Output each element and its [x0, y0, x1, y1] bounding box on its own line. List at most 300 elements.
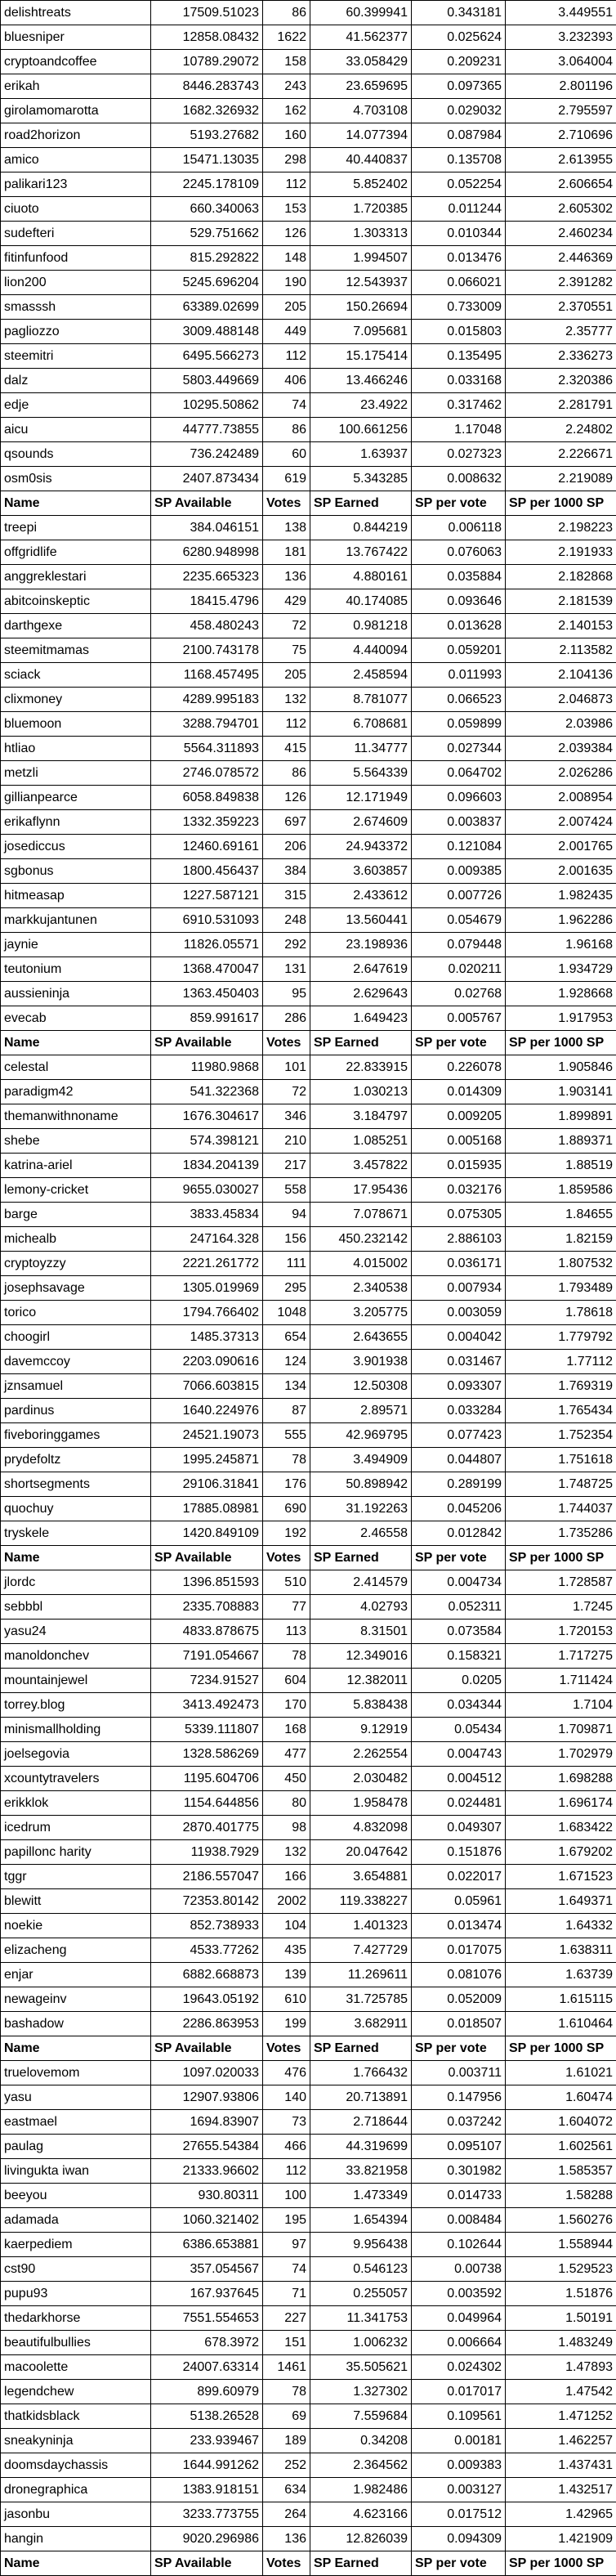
header-sp-per-vote: SP per vote — [412, 491, 506, 516]
name-cell: erikaflynn — [1, 810, 151, 835]
sp-per-vote-cell: 0.003837 — [412, 810, 506, 835]
table-row — [1, 246, 616, 271]
votes-cell: 295 — [263, 1276, 310, 1301]
sp-per-vote-cell: 0.013628 — [412, 614, 506, 638]
name-cell: delishtreats — [1, 1, 151, 25]
sp-per-1000-cell: 1.585357 — [506, 2159, 616, 2184]
sp-earned-cell: 22.833915 — [310, 1055, 412, 1080]
sp-per-1000-cell: 2.605302 — [506, 197, 616, 222]
sp-per-vote-cell: 0.081076 — [412, 1963, 506, 1987]
name-cell: paradigm42 — [1, 1080, 151, 1104]
sp-per-1000-cell: 1.752354 — [506, 1423, 616, 1448]
sp-per-vote-cell: 0.013474 — [412, 1914, 506, 1938]
table-body — [1, 1, 616, 2576]
votes-cell: 298 — [263, 148, 310, 172]
sp-available-cell: 2100.743178 — [151, 638, 263, 663]
sp-earned-cell: 3.901938 — [310, 1350, 412, 1374]
sp-earned-cell: 12.171949 — [310, 786, 412, 810]
sp-per-1000-cell: 2.460234 — [506, 222, 616, 246]
sp-available-cell: 458.480243 — [151, 614, 263, 638]
table-row — [1, 2257, 616, 2282]
sp-available-cell: 5339.111807 — [151, 1718, 263, 1742]
votes-cell: 2002 — [263, 1889, 310, 1914]
sp-available-cell: 1368.470047 — [151, 957, 263, 982]
sp-per-1000-cell: 1.711424 — [506, 1669, 616, 1693]
sp-per-1000-cell: 1.702979 — [506, 1742, 616, 1767]
table-row — [1, 2233, 616, 2257]
votes-cell: 94 — [263, 1203, 310, 1227]
sp-per-vote-cell: 0.034344 — [412, 1693, 506, 1718]
table-row — [1, 1350, 616, 1374]
name-cell: bluesniper — [1, 25, 151, 50]
sp-available-cell: 5193.27682 — [151, 123, 263, 148]
table-row — [1, 2135, 616, 2159]
votes-cell: 634 — [263, 2478, 310, 2502]
sp-earned-cell: 23.659695 — [310, 74, 412, 99]
sp-per-vote-cell: 0.093646 — [412, 589, 506, 614]
sp-per-vote-cell: 0.008484 — [412, 2208, 506, 2233]
table-row — [1, 2453, 616, 2478]
table-row — [1, 663, 616, 688]
sp-available-cell: 1420.849109 — [151, 1521, 263, 1546]
sp-earned-cell: 0.546123 — [310, 2257, 412, 2282]
sp-per-1000-cell: 1.84655 — [506, 1203, 616, 1227]
sp-per-1000-cell: 1.751618 — [506, 1448, 616, 1472]
sp-per-1000-cell: 2.446369 — [506, 246, 616, 271]
votes-cell: 153 — [263, 197, 310, 222]
sp-earned-cell: 150.26694 — [310, 295, 412, 320]
sp-per-vote-cell: 0.0205 — [412, 1669, 506, 1693]
votes-cell: 604 — [263, 1669, 310, 1693]
name-cell: fiveboringgames — [1, 1423, 151, 1448]
sp-available-cell: 1383.918151 — [151, 2478, 263, 2502]
name-cell: metzli — [1, 761, 151, 786]
votes-cell: 134 — [263, 1374, 310, 1399]
table-row — [1, 2208, 616, 2233]
table-row — [1, 2429, 616, 2453]
name-cell: blewitt — [1, 1889, 151, 1914]
sp-per-vote-cell: 0.02768 — [412, 982, 506, 1006]
sp-earned-cell: 4.703108 — [310, 99, 412, 123]
table-row — [1, 737, 616, 761]
name-cell: katrina-ariel — [1, 1154, 151, 1178]
sp-available-cell: 3413.492473 — [151, 1693, 263, 1718]
name-cell: dronegraphica — [1, 2478, 151, 2502]
votes-cell: 252 — [263, 2453, 310, 2478]
table-row — [1, 835, 616, 859]
name-cell: steemitmamas — [1, 638, 151, 663]
name-cell: pupu93 — [1, 2282, 151, 2306]
table-row — [1, 148, 616, 172]
sp-available-cell: 1060.321402 — [151, 2208, 263, 2233]
name-cell: themanwithnoname — [1, 1104, 151, 1129]
sp-earned-cell: 2.458594 — [310, 663, 412, 688]
sp-per-vote-cell: 0.005767 — [412, 1006, 506, 1031]
sp-earned-cell: 7.095681 — [310, 320, 412, 344]
sp-earned-cell: 31.725785 — [310, 1987, 412, 2012]
sp-per-vote-cell: 0.052254 — [412, 172, 506, 197]
sp-per-1000-cell: 3.232393 — [506, 25, 616, 50]
sp-available-cell: 11980.9868 — [151, 1055, 263, 1080]
table-row — [1, 1104, 616, 1129]
sp-per-1000-cell: 2.182868 — [506, 565, 616, 589]
sp-per-1000-cell: 2.281791 — [506, 393, 616, 418]
name-cell: cst90 — [1, 2257, 151, 2282]
table-row — [1, 1521, 616, 1546]
sp-earned-cell: 2.718644 — [310, 2110, 412, 2135]
name-cell: amico — [1, 148, 151, 172]
sp-earned-cell: 100.661256 — [310, 418, 412, 442]
sp-per-vote-cell: 0.036171 — [412, 1252, 506, 1276]
sp-per-vote-cell: 0.135708 — [412, 148, 506, 172]
sp-per-1000-cell: 1.604072 — [506, 2110, 616, 2135]
sp-available-cell: 3233.773755 — [151, 2502, 263, 2527]
header-sp-available: SP Available — [151, 2551, 263, 2576]
sp-earned-cell: 8.781077 — [310, 688, 412, 712]
votes-cell: 158 — [263, 50, 310, 74]
sp-per-1000-cell: 1.50191 — [506, 2306, 616, 2331]
sp-per-1000-cell: 2.181539 — [506, 589, 616, 614]
sp-available-cell: 574.398121 — [151, 1129, 263, 1154]
votes-cell: 112 — [263, 2159, 310, 2184]
sp-available-cell: 12907.93806 — [151, 2085, 263, 2110]
sp-per-1000-cell: 2.113582 — [506, 638, 616, 663]
sp-available-cell: 1995.245871 — [151, 1448, 263, 1472]
sp-available-cell: 17509.51023 — [151, 1, 263, 25]
sp-earned-cell: 119.338227 — [310, 1889, 412, 1914]
sp-per-1000-cell: 3.449551 — [506, 1, 616, 25]
name-cell: road2horizon — [1, 123, 151, 148]
sp-per-1000-cell: 1.483249 — [506, 2331, 616, 2355]
votes-cell: 160 — [263, 123, 310, 148]
sp-earned-cell: 1.994507 — [310, 246, 412, 271]
sp-per-1000-cell: 2.795597 — [506, 99, 616, 123]
sp-per-1000-cell: 1.917953 — [506, 1006, 616, 1031]
sp-per-vote-cell: 0.059899 — [412, 712, 506, 737]
sp-available-cell: 1195.604706 — [151, 1767, 263, 1791]
sp-per-vote-cell: 0.018507 — [412, 2012, 506, 2036]
name-cell: pardinus — [1, 1399, 151, 1423]
votes-cell: 95 — [263, 982, 310, 1006]
header-sp-available: SP Available — [151, 1546, 263, 1570]
sp-earned-cell: 2.414579 — [310, 1570, 412, 1595]
votes-cell: 166 — [263, 1865, 310, 1889]
name-cell: barge — [1, 1203, 151, 1227]
votes-cell: 619 — [263, 467, 310, 491]
sp-available-cell: 2245.178109 — [151, 172, 263, 197]
sp-earned-cell: 2.89571 — [310, 1399, 412, 1423]
sp-per-1000-cell: 1.793489 — [506, 1276, 616, 1301]
table-row — [1, 1497, 616, 1521]
sp-earned-cell: 17.95436 — [310, 1178, 412, 1203]
sp-available-cell: 8446.283743 — [151, 74, 263, 99]
sp-per-vote-cell: 0.226078 — [412, 1055, 506, 1080]
sp-earned-cell: 3.494909 — [310, 1448, 412, 1472]
votes-cell: 315 — [263, 884, 310, 908]
sp-per-vote-cell: 0.008632 — [412, 467, 506, 491]
name-cell: sneakyninja — [1, 2429, 151, 2453]
header-sp-per-1000: SP per 1000 SP — [506, 2551, 616, 2576]
sp-earned-cell: 4.623166 — [310, 2502, 412, 2527]
sp-earned-cell: 1.63937 — [310, 442, 412, 467]
sp-earned-cell: 2.364562 — [310, 2453, 412, 2478]
table-row — [1, 712, 616, 737]
name-cell: doomsdaychassis — [1, 2453, 151, 2478]
sp-earned-cell: 20.713891 — [310, 2085, 412, 2110]
sp-earned-cell: 1.401323 — [310, 1914, 412, 1938]
table-row — [1, 1252, 616, 1276]
name-cell: osm0sis — [1, 467, 151, 491]
sp-earned-cell: 1.303313 — [310, 222, 412, 246]
sp-available-cell: 1227.587121 — [151, 884, 263, 908]
sp-per-1000-cell: 2.710696 — [506, 123, 616, 148]
votes-cell: 77 — [263, 1595, 310, 1620]
sp-per-vote-cell: 0.094309 — [412, 2527, 506, 2551]
sp-earned-cell: 4.02793 — [310, 1595, 412, 1620]
sp-per-1000-cell: 1.64332 — [506, 1914, 616, 1938]
votes-cell: 292 — [263, 933, 310, 957]
name-cell: noekie — [1, 1914, 151, 1938]
votes-cell: 176 — [263, 1472, 310, 1497]
sp-earned-cell: 450.232142 — [310, 1227, 412, 1252]
votes-cell: 429 — [263, 589, 310, 614]
sp-per-vote-cell: 0.066523 — [412, 688, 506, 712]
sp-per-vote-cell: 0.158321 — [412, 1644, 506, 1669]
votes-cell: 139 — [263, 1963, 310, 1987]
table-row — [1, 761, 616, 786]
sp-available-cell: 1154.644856 — [151, 1791, 263, 1816]
sp-per-vote-cell: 0.733009 — [412, 295, 506, 320]
name-cell: xcountytravelers — [1, 1767, 151, 1791]
sp-available-cell: 11938.7929 — [151, 1840, 263, 1865]
sp-earned-cell: 2.46558 — [310, 1521, 412, 1546]
table-row — [1, 1620, 616, 1644]
votes-cell: 1622 — [263, 25, 310, 50]
table-row — [1, 393, 616, 418]
sp-per-vote-cell: 0.009383 — [412, 2453, 506, 2478]
sp-earned-cell: 2.030482 — [310, 1767, 412, 1791]
name-cell: kaerpediem — [1, 2233, 151, 2257]
header-sp-per-1000: SP per 1000 SP — [506, 1546, 616, 1570]
sp-available-cell: 4533.77262 — [151, 1938, 263, 1963]
sp-available-cell: 529.751662 — [151, 222, 263, 246]
sp-available-cell: 63389.02699 — [151, 295, 263, 320]
table-row — [1, 271, 616, 295]
table-row — [1, 1472, 616, 1497]
sp-per-1000-cell: 1.744037 — [506, 1497, 616, 1521]
sp-earned-cell: 13.466246 — [310, 369, 412, 393]
sp-per-vote-cell: 0.075305 — [412, 1203, 506, 1227]
sp-available-cell: 736.242489 — [151, 442, 263, 467]
votes-cell: 189 — [263, 2429, 310, 2453]
sp-per-1000-cell: 2.001765 — [506, 835, 616, 859]
sp-per-vote-cell: 0.054679 — [412, 908, 506, 933]
table-row — [1, 1203, 616, 1227]
name-cell: aicu — [1, 418, 151, 442]
votes-cell: 181 — [263, 540, 310, 565]
sp-available-cell: 1396.851593 — [151, 1570, 263, 1595]
sp-per-vote-cell: 0.004743 — [412, 1742, 506, 1767]
header-sp-earned: SP Earned — [310, 491, 412, 516]
sp-per-1000-cell: 1.432517 — [506, 2478, 616, 2502]
name-cell: joelsegovia — [1, 1742, 151, 1767]
sp-per-vote-cell: 0.027344 — [412, 737, 506, 761]
table-row — [1, 2502, 616, 2527]
sp-earned-cell: 1.766432 — [310, 2061, 412, 2085]
table-row — [1, 1865, 616, 1889]
table-row — [1, 2184, 616, 2208]
name-cell: davemccoy — [1, 1350, 151, 1374]
sp-earned-cell: 7.559684 — [310, 2404, 412, 2429]
sp-per-vote-cell: 0.025624 — [412, 25, 506, 50]
table-row — [1, 786, 616, 810]
sp-per-1000-cell: 1.638311 — [506, 1938, 616, 1963]
name-cell: shortsegments — [1, 1472, 151, 1497]
sp-per-vote-cell: 0.017512 — [412, 2502, 506, 2527]
sp-per-1000-cell: 1.471252 — [506, 2404, 616, 2429]
table-row — [1, 1448, 616, 1472]
table-row — [1, 589, 616, 614]
table-row — [1, 1423, 616, 1448]
name-cell: markkujantunen — [1, 908, 151, 933]
sp-per-vote-cell: 0.087984 — [412, 123, 506, 148]
table-row — [1, 1399, 616, 1423]
sp-earned-cell: 5.564339 — [310, 761, 412, 786]
votes-cell: 558 — [263, 1178, 310, 1203]
votes-cell: 199 — [263, 2012, 310, 2036]
votes-cell: 112 — [263, 172, 310, 197]
votes-cell: 98 — [263, 1816, 310, 1840]
name-cell: erikklok — [1, 1791, 151, 1816]
name-cell: hitmeasap — [1, 884, 151, 908]
table-row — [1, 1644, 616, 1669]
sp-per-vote-cell: 0.135495 — [412, 344, 506, 369]
sp-per-vote-cell: 0.121084 — [412, 835, 506, 859]
name-cell: legendchew — [1, 2380, 151, 2404]
votes-cell: 346 — [263, 1104, 310, 1129]
table-row — [1, 982, 616, 1006]
votes-cell: 286 — [263, 1006, 310, 1031]
sp-earned-cell: 23.198936 — [310, 933, 412, 957]
sp-earned-cell: 3.205775 — [310, 1301, 412, 1325]
sp-per-vote-cell: 0.017075 — [412, 1938, 506, 1963]
sp-available-cell: 852.738933 — [151, 1914, 263, 1938]
sp-per-vote-cell: 0.035884 — [412, 565, 506, 589]
sp-earned-cell: 4.832098 — [310, 1816, 412, 1840]
sp-earned-cell: 15.175414 — [310, 344, 412, 369]
sp-available-cell: 1168.457495 — [151, 663, 263, 688]
sp-earned-cell: 0.844219 — [310, 516, 412, 540]
sp-per-vote-cell: 0.009385 — [412, 859, 506, 884]
votes-cell: 690 — [263, 1497, 310, 1521]
sp-available-cell: 660.340063 — [151, 197, 263, 222]
votes-cell: 205 — [263, 663, 310, 688]
sp-earned-cell: 33.058429 — [310, 50, 412, 74]
sp-per-1000-cell: 1.807532 — [506, 1252, 616, 1276]
header-votes: Votes — [263, 2036, 310, 2061]
table-row — [1, 614, 616, 638]
sp-available-cell: 1097.020033 — [151, 2061, 263, 2085]
sp-available-cell: 678.3972 — [151, 2331, 263, 2355]
sp-available-cell: 6495.566273 — [151, 344, 263, 369]
sp-earned-cell: 11.269611 — [310, 1963, 412, 1987]
sp-per-vote-cell: 0.097365 — [412, 74, 506, 99]
sp-earned-cell: 2.262554 — [310, 1742, 412, 1767]
sp-earned-cell: 24.943372 — [310, 835, 412, 859]
header-name: Name — [1, 2551, 151, 2576]
votes-cell: 449 — [263, 320, 310, 344]
sp-available-cell: 3833.45834 — [151, 1203, 263, 1227]
sp-per-1000-cell: 1.905846 — [506, 1055, 616, 1080]
sp-per-vote-cell: 0.045206 — [412, 1497, 506, 1521]
name-cell: beautifulbullies — [1, 2331, 151, 2355]
name-cell: jasonbu — [1, 2502, 151, 2527]
name-cell: jaynie — [1, 933, 151, 957]
sp-per-1000-cell: 1.78618 — [506, 1301, 616, 1325]
sp-available-cell: 930.80311 — [151, 2184, 263, 2208]
sp-per-vote-cell: 0.004512 — [412, 1767, 506, 1791]
sp-per-1000-cell: 1.679202 — [506, 1840, 616, 1865]
table-row — [1, 565, 616, 589]
sp-per-1000-cell: 1.77112 — [506, 1350, 616, 1374]
sp-available-cell: 12858.08432 — [151, 25, 263, 50]
sp-per-vote-cell: 0.031467 — [412, 1350, 506, 1374]
name-cell: clixmoney — [1, 688, 151, 712]
votes-cell: 195 — [263, 2208, 310, 2233]
table-row — [1, 369, 616, 393]
sp-per-vote-cell: 0.024302 — [412, 2355, 506, 2380]
sp-earned-cell: 11.34777 — [310, 737, 412, 761]
sp-earned-cell: 40.174085 — [310, 589, 412, 614]
table-row — [1, 1080, 616, 1104]
table-row — [1, 2282, 616, 2306]
votes-cell: 101 — [263, 1055, 310, 1080]
sp-per-vote-cell: 0.00181 — [412, 2429, 506, 2453]
table-row — [1, 1178, 616, 1203]
table-row — [1, 467, 616, 491]
sp-available-cell: 1694.83907 — [151, 2110, 263, 2135]
sp-available-cell: 6058.849838 — [151, 786, 263, 810]
name-cell: thatkidsblack — [1, 2404, 151, 2429]
name-cell: beeyou — [1, 2184, 151, 2208]
table-row — [1, 2085, 616, 2110]
votes-cell: 72 — [263, 614, 310, 638]
name-cell: michealb — [1, 1227, 151, 1252]
table-row — [1, 2012, 616, 2036]
sp-available-cell: 2286.863953 — [151, 2012, 263, 2036]
header-votes: Votes — [263, 1031, 310, 1055]
table-row — [1, 908, 616, 933]
votes-cell: 71 — [263, 2282, 310, 2306]
sp-per-1000-cell: 1.779792 — [506, 1325, 616, 1350]
table-row — [1, 2061, 616, 2085]
sp-available-cell: 19643.05192 — [151, 1987, 263, 2012]
sp-earned-cell: 2.643655 — [310, 1325, 412, 1350]
sp-per-vote-cell: 0.076063 — [412, 540, 506, 565]
votes-cell: 190 — [263, 271, 310, 295]
sp-per-vote-cell: 0.151876 — [412, 1840, 506, 1865]
sp-available-cell: 541.322368 — [151, 1080, 263, 1104]
table-row — [1, 50, 616, 74]
sp-per-vote-cell: 0.017017 — [412, 2380, 506, 2404]
sp-per-1000-cell: 1.769319 — [506, 1374, 616, 1399]
sp-per-vote-cell: 0.096603 — [412, 786, 506, 810]
sp-per-1000-cell: 3.064004 — [506, 50, 616, 74]
votes-cell: 384 — [263, 859, 310, 884]
table-row — [1, 1791, 616, 1816]
name-cell: bashadow — [1, 2012, 151, 2036]
table-row — [1, 933, 616, 957]
